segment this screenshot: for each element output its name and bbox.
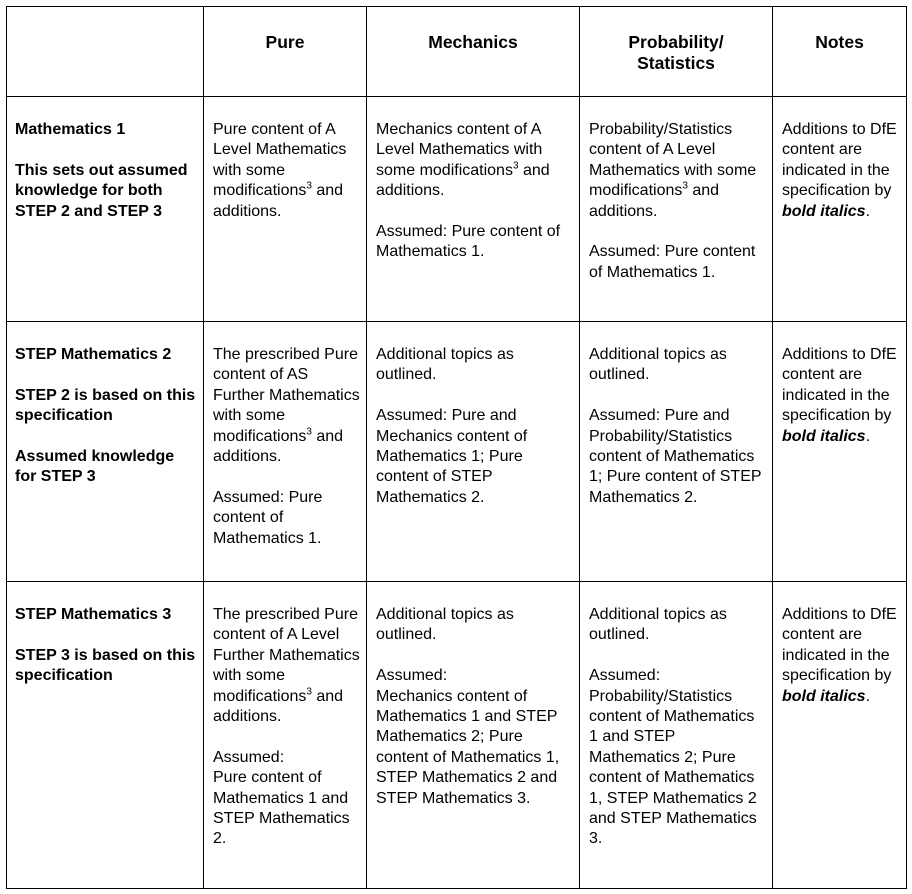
- assumed-label: Assumed:: [589, 667, 661, 685]
- mechanics-cell: [367, 582, 580, 889]
- assumed-label: Assumed:: [376, 667, 448, 685]
- notes-text: Additions to DfE content are indicated in the specification by: [782, 346, 897, 425]
- row-heading-cell: [7, 97, 204, 322]
- pure-text: The prescribed Pure content of AS Further Mathematics with some modifications: [213, 346, 360, 445]
- header-mechanics: Mechanics: [367, 7, 580, 97]
- row-title: STEP Mathematics 3: [15, 606, 172, 623]
- pure-cell: The prescribed Pure content of AS Further Mathematics with some modifications$^3$ and additions. Assumed: Pure content of Mathematics 1.: [204, 322, 367, 582]
- assumed-text: Pure content of Mathematics 1 and STEP Mathematics 2.: [213, 769, 350, 848]
- row-subtitle: STEP 3 is based on this specification: [15, 646, 196, 685]
- notes-text: Additions to DfE content are indicated in the specification by: [782, 121, 897, 200]
- assumed-text: Assumed: Pure and Probability/Statistics content of Mathematics 1; Pure content of STEP Mathematics 2.: [589, 407, 762, 506]
- row-title: STEP Mathematics 2: [15, 346, 172, 363]
- header-probability-statistics: [580, 7, 773, 97]
- notes-emphasis: bold italics: [782, 687, 866, 705]
- notes-emphasis: bold italics: [782, 427, 866, 445]
- footnote-ref: 3: [306, 686, 312, 698]
- row-title: Mathematics 1: [15, 121, 126, 138]
- assumed-text: Assumed: Pure content of Mathematics 1.: [589, 243, 756, 281]
- mechanics-text: Additional topics as outlined.: [376, 346, 514, 384]
- footnote-ref: 3: [682, 180, 688, 192]
- specification-table: [6, 6, 907, 889]
- assumed-text: Assumed: Pure content of Mathematics 1.: [213, 488, 323, 547]
- row-subtitle: STEP 2 is based on this specification: [15, 386, 196, 425]
- header-probability-line1: Probability/: [628, 32, 724, 52]
- notes-cell: Additions to DfE content are indicated in the specification by bold italics.: [773, 322, 907, 582]
- header-pure: Pure: [204, 7, 367, 97]
- footnote-ref: 3: [306, 180, 312, 192]
- header-row: [7, 7, 907, 97]
- notes-cell: Additions to DfE content are indicated in the specification by bold italics.: [773, 97, 907, 322]
- probability-text: Probability/Statistics content of A Level Mathematics with some modifications: [589, 121, 757, 200]
- probability-text: Additional topics as outlined.: [589, 606, 727, 644]
- mechanics-cell: [367, 322, 580, 582]
- pure-text: Pure content of A Level Mathematics with some modifications: [213, 121, 347, 200]
- assumed-text: Assumed: Pure and Mechanics content of Mathematics 1; Pure content of STEP Mathematics 2.: [376, 407, 528, 506]
- table-row-step-mathematics-2: [7, 322, 907, 582]
- footnote-ref: 3: [306, 426, 312, 438]
- header-probability-line2: Statistics: [637, 53, 715, 73]
- mechanics-cell: Mechanics content of A Level Mathematics with some modifications$^3$ and additions. Assumed: Pure content of Mathematics 1.: [367, 97, 580, 322]
- table-row-mathematics-1: [7, 97, 907, 322]
- assumed-text: Mechanics content of Mathematics 1 and STEP Mathematics 2; Pure content of Mathematics 1, STEP Mathematics 2 and STEP Mathematics 3.: [376, 687, 560, 807]
- row-heading-cell: [7, 582, 204, 889]
- row-subtitle-2: Assumed knowledge for STEP 3: [15, 448, 175, 486]
- notes-cell: Additions to DfE content are indicated in the specification by bold italics.: [773, 582, 907, 889]
- assumed-text: Assumed: Pure content of Mathematics 1.: [376, 223, 561, 261]
- row-subtitle: This sets out assumed knowledge for both STEP 2 and STEP 3: [15, 161, 188, 220]
- notes-emphasis: bold italics: [782, 202, 866, 220]
- assumed-label: Assumed:: [213, 748, 285, 766]
- probability-cell: [580, 322, 773, 582]
- pure-cell: The prescribed Pure content of A Level Further Mathematics with some modifications$^3$ and additions. Assumed: Pure content of Mathematics 1 and STEP Mathematics 2.: [204, 582, 367, 889]
- assumed-text: Probability/Statistics content of Mathematics 1 and STEP Mathematics 2; Pure content of Mathematics 1, STEP Mathematics 2 and STEP Mathematics 3.: [589, 687, 757, 848]
- footnote-ref: 3: [512, 160, 519, 172]
- pure-cell: Pure content of A Level Mathematics with some modifications$^3$ and additions.: [204, 97, 367, 322]
- header-notes: Notes: [773, 7, 907, 97]
- mechanics-text: Additional topics as outlined.: [376, 606, 514, 644]
- pure-text: The prescribed Pure content of A Level Further Mathematics with some modifications: [213, 606, 360, 705]
- table-row-step-mathematics-3: [7, 582, 907, 889]
- probability-text: Additional topics as outlined.: [589, 346, 727, 384]
- row-heading-cell: [7, 322, 204, 582]
- probability-cell: Probability/Statistics content of A Level Mathematics with some modifications$^3$ and additions. Assumed: Pure content of Mathematics 1.: [580, 97, 773, 322]
- probability-cell: [580, 582, 773, 889]
- mechanics-text: Mechanics content of A Level Mathematics with some modifications: [376, 121, 543, 179]
- empty-corner-cell: [7, 7, 204, 97]
- notes-text: Additions to DfE content are indicated in the specification by: [782, 606, 897, 685]
